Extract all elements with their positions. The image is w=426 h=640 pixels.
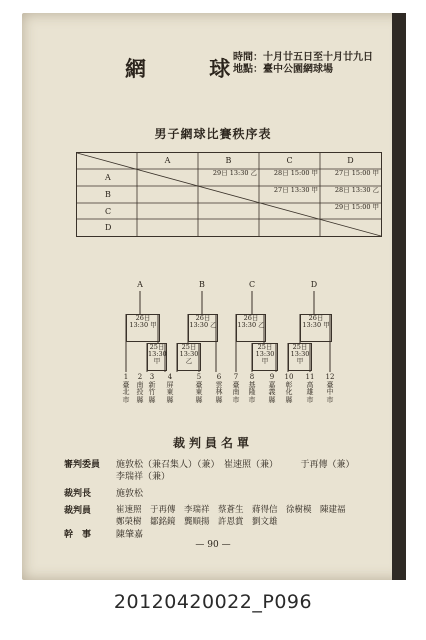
match-b-c: 27日 13:30 甲 [273,186,319,194]
row-header-b: B [105,190,111,199]
team-6: 6 雲林縣 [215,373,223,404]
bracket-match-a-final: 26日 13:30 甲 [126,314,160,342]
bracket-match-b-semi: 25日 13:30 乙 [177,343,201,371]
col-header-b: B [225,156,232,165]
match-b-d: 28日 13:30 乙 [334,186,380,194]
bracket-match-d-final: 26日 13:30 甲 [300,314,332,342]
match-a-d: 27日 15:00 甲 [334,169,380,177]
bracket-group-c: C [248,280,256,289]
referee-role: 審判委員 [64,460,101,470]
referee-names-committee-2: 李瑞祥（兼） [116,472,171,482]
referee-row-secretary [64,527,91,540]
bracket-group-b: B [199,280,205,289]
schedule-title: 男子網球比賽秩序表 [154,127,272,141]
team-1: 1 臺北市 [122,373,130,404]
referee-names-chief: 施敦松 [116,489,144,499]
col-header-d: D [347,156,354,165]
bracket-match-a-semi: 25日 13:30 甲 [147,343,167,371]
referee-names-officials: 崔速照 于再傳 李瑞祥 蔡蒼生 蔣得信 徐樹模 陳建福 [116,505,346,515]
event-time: 時間：十月廿五日至十月廿九日 [233,52,373,63]
referee-row-committee [64,457,100,470]
referee-list-title: 裁判員名單 [172,436,253,450]
bracket-match-b-final: 26日 13:30 乙 [188,314,218,342]
team-3: 3 新竹縣 [148,373,156,404]
referee-names-committee: 施敦松（兼召集人）（兼） 崔速照（兼） 于再傳（兼） [116,460,355,470]
page-number: — 90 — [195,540,231,550]
team-5: 5 臺東縣 [195,373,203,404]
col-header-a: A [164,156,171,165]
row-header-c: C [105,207,112,216]
bracket-match-c-final: 26日 13:30 乙 [236,314,266,342]
bracket-group-d: D [310,280,318,289]
team-9: 9 嘉義縣 [268,373,276,404]
team-10: 10 彰化縣 [284,373,294,404]
match-a-c: 28日 15:00 甲 [273,169,319,177]
row-header-d: D [105,223,112,232]
col-header-c: C [286,156,293,165]
bracket-match-d-semi: 25日 13:30 甲 [288,343,312,371]
referee-row-officials [64,503,91,516]
team-4: 4 屏東縣 [166,373,174,404]
referee-role: 裁判長 [64,489,92,499]
team-11: 11 高雄市 [305,373,315,404]
referee-role: 幹 事 [64,530,92,540]
match-a-b: 29日 13:30 乙 [212,169,258,177]
row-header-a: A [105,173,111,182]
bracket-group-a: A [137,280,143,289]
page-title: 網 球 [125,56,259,81]
team-8: 8 基隆市 [248,373,256,404]
team-2: 2 南投縣 [136,373,144,404]
match-c-d: 29日 15:00 甲 [334,203,380,211]
referee-names-secretary: 陳肇嘉 [116,530,144,540]
team-12: 12 臺中市 [325,373,335,404]
referee-names-officials-2: 鄭榮樹 鄒銘鏡 龔順揚 許恩賞 劉文雄 [116,517,278,527]
event-place: 地點：臺中公園網球場 [233,64,333,75]
image-caption: 20120420022_P096 [113,591,313,613]
referee-role: 裁判員 [64,506,92,516]
bracket-match-c-semi: 25日 13:30 甲 [252,343,278,371]
team-7: 7 臺南市 [232,373,240,404]
referee-row-chief [64,486,91,499]
